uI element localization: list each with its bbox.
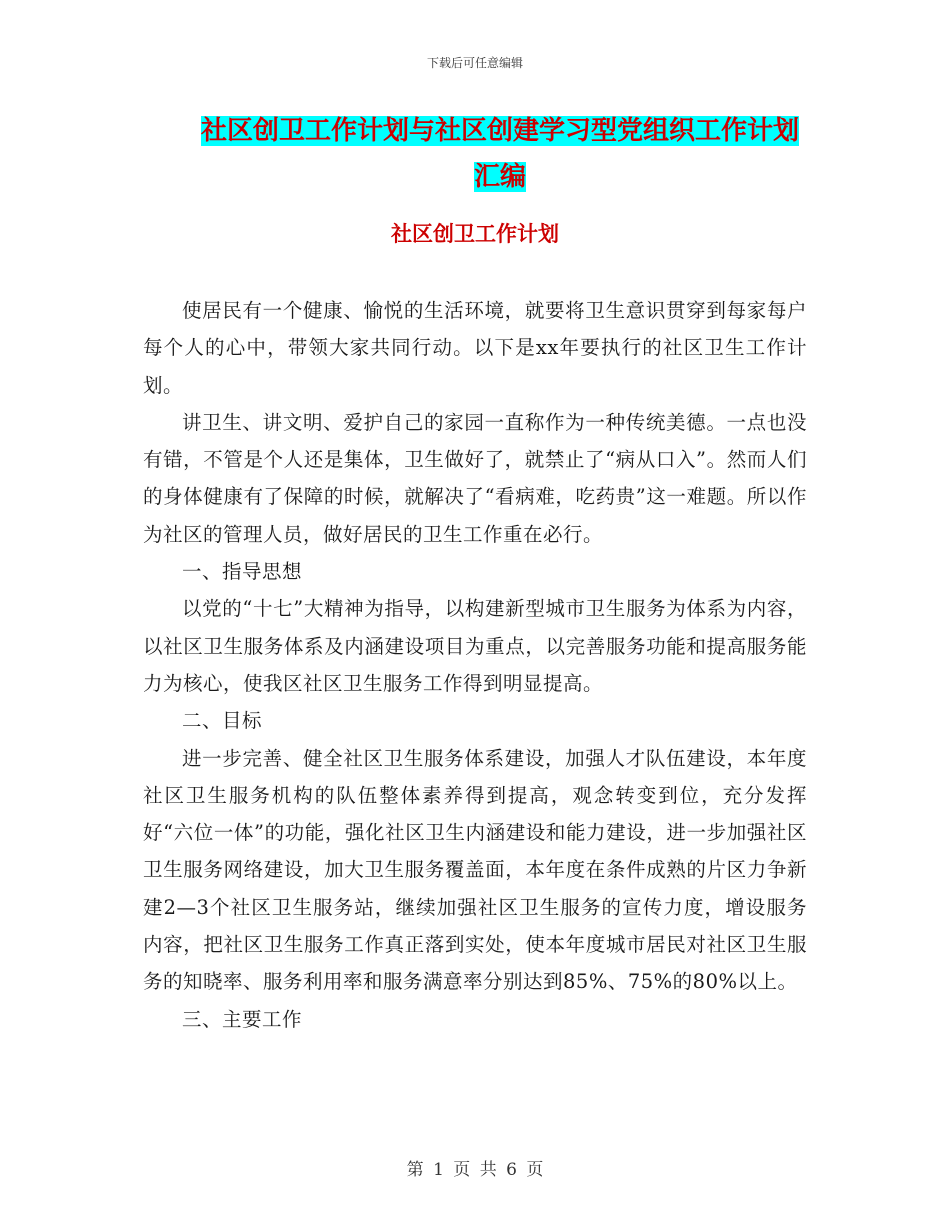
document-title-line-2: 汇编 [473,162,526,192]
heading-main-work: 三、主要工作 [182,1007,303,1031]
document-body [143,292,807,1038]
paragraph-guiding-ideology: 以党的“十七”大精神为指导，以构建新型城市卫生服务为体系为内容，以社区卫生服务体系及内涵建设项目为重点，以完善服务功能和提高服务能力为核心，使我区社区卫生服务工作得到明显提高。 [143,597,807,695]
paragraph-intro: 使居民有一个健康、愉悦的生活环境，就要将卫生意识贯穿到每家每户每个人的心中，带领大家共同行动。以下是xx年要执行的社区卫生工作计划。 [143,299,807,397]
paragraph-goals: 进一步完善、健全社区卫生服务体系建设，加强人才队伍建设，本年度社区卫生服务机构的队伍整体素养得到提高，观念转变到位，充分发挥好“六位一体”的功能，强化社区卫生内涵建设和能力建设，进一步加强社区卫生服务网络建设，加大卫生服务覆盖面，本年度在条件成熟的片区力争新建2—3个社区卫生服务站，继续加强社区卫生服务的宣传力度，增设服务内容，把社区卫生服务工作真正落到实处，使本年度城市居民对社区卫生服务的知晓率、服务利用率和服务满意率分别达到85%、75%的80%以上。 [143,746,807,994]
paragraph-background: 讲卫生、讲文明、爱护自己的家园一直称作为一种传统美德。一点也没有错，不管是个人还是集体，卫生做好了，就禁止了“病从口入”。然而人们的身体健康有了保障的时候，就解决了“看病难，吃药贵”这一难题。所以作为社区的管理人员，做好居民的卫生工作重在必行。 [143,410,807,546]
document-title-line-1: 社区创卫工作计划与社区创建学习型党组织工作计划 [200,116,799,146]
section-title: 社区创卫工作计划 [391,222,559,246]
page-number: 第 1 页 共 6 页 [406,1160,544,1180]
page-header-note: 下载后可任意编辑 [426,56,523,70]
heading-guiding-ideology: 一、指导思想 [182,560,303,584]
document-title [190,108,810,200]
heading-goals: 二、目标 [182,709,263,733]
